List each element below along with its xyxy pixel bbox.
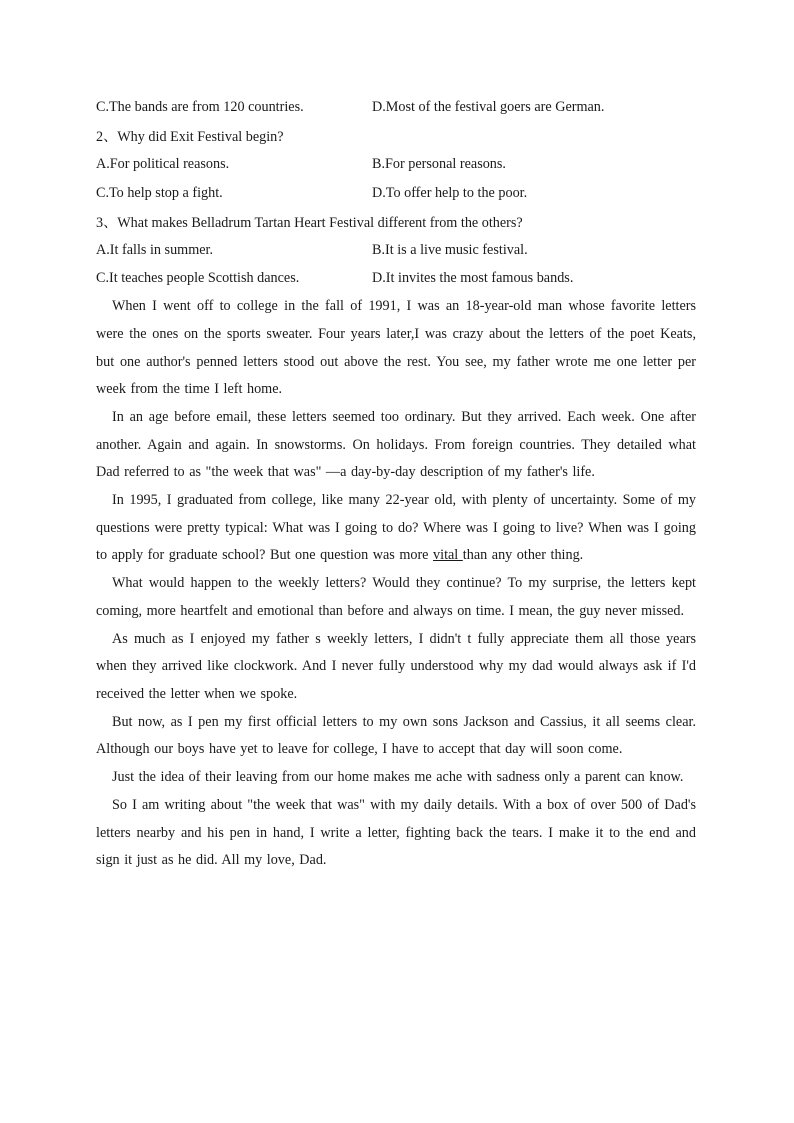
paragraph-3-text-after: than any other thing. xyxy=(462,547,584,564)
q2-stem: 2、Why did Exit Festival begin? xyxy=(96,128,284,145)
q3-option-c: C.It teaches people Scottish dances. xyxy=(96,270,300,287)
passage-paragraph-4: What would happen to the weekly letters? Would they continue? To my surprise, the letters kept coming, more heartfelt and emotional than before and always on time. I mean, the guy never missed. xyxy=(96,575,696,619)
passage-paragraph-8: So I am writing about "the week that was" with my daily details. With a box of over 500 of Dad's letters nearby and his pen in hand, I write a letter, fighting back the tears. I make it to the end and sign it just as he did. All my love, Dad. xyxy=(96,796,696,869)
q3-option-b: B.It is a live music festival. xyxy=(372,241,528,258)
q2-option-c: C.To help stop a fight. xyxy=(96,184,223,201)
q2-options-row-cd xyxy=(96,179,696,208)
q1-option-c: C.The bands are from 120 countries. xyxy=(96,98,304,115)
document-page xyxy=(96,93,696,875)
q2-option-a: A.For political reasons. xyxy=(96,155,230,172)
q3-option-a: A.It falls in summer. xyxy=(96,241,214,258)
underlined-word-vital: vital xyxy=(433,547,463,564)
q3-options-row-cd xyxy=(96,265,696,294)
q3-options-row-ab xyxy=(96,236,696,265)
passage-paragraph-7: Just the idea of their leaving from our home makes me ache with sadness only a parent can know. xyxy=(112,769,684,786)
passage-paragraph-5: As much as I enjoyed my father s weekly letters, I didn't t fully appreciate them all those years when they arrived like clockwork. And I never fully understood why my dad would always ask if I'd received the letter when we spoke. xyxy=(96,630,696,702)
reading-passage xyxy=(96,293,696,875)
q2-option-d: D.To offer help to the poor. xyxy=(372,184,528,201)
q1-option-d: D.Most of the festival goers are German. xyxy=(372,98,605,115)
q1-options-row-cd xyxy=(96,93,696,122)
q3-stem: 3、What makes Belladrum Tartan Heart Festival different from the others? xyxy=(96,214,523,231)
paragraph-3-text-before: In 1995, I graduated from college, like many 22-year old, with plenty of uncertainty. Some of my questions were pretty typical: What was I going to do? Where was I going to live? When was I going to apply for graduate school? But one question was more xyxy=(96,492,696,564)
q2-option-b: B.For personal reasons. xyxy=(372,155,506,172)
q2-options-row-ab xyxy=(96,150,696,179)
passage-paragraph-2: In an age before email, these letters seemed too ordinary. But they arrived. Each week. One after another. Again and again. In snowstorms. On holidays. From foreign countries. They detailed what Dad referred to as "the week that was" —a day-by-day description of my father's life. xyxy=(96,408,696,481)
passage-paragraph-3 xyxy=(96,487,696,570)
q3-option-d: D.It invites the most famous bands. xyxy=(372,270,574,287)
passage-paragraph-1: When I went off to college in the fall of 1991, I was an 18-year-old man whose favorite letters were the ones on the sports sweater. Four years later,I was crazy about the letters of the poet Keats, but one author's penned letters stood out above the rest. You see, my father wrote me one letter per week from the time I left home. xyxy=(96,298,696,398)
passage-paragraph-6: But now, as I pen my first official letters to my own sons Jackson and Cassius, it all seems clear. Although our boys have yet to leave for college, I have to accept that day will soon come. xyxy=(96,713,696,758)
